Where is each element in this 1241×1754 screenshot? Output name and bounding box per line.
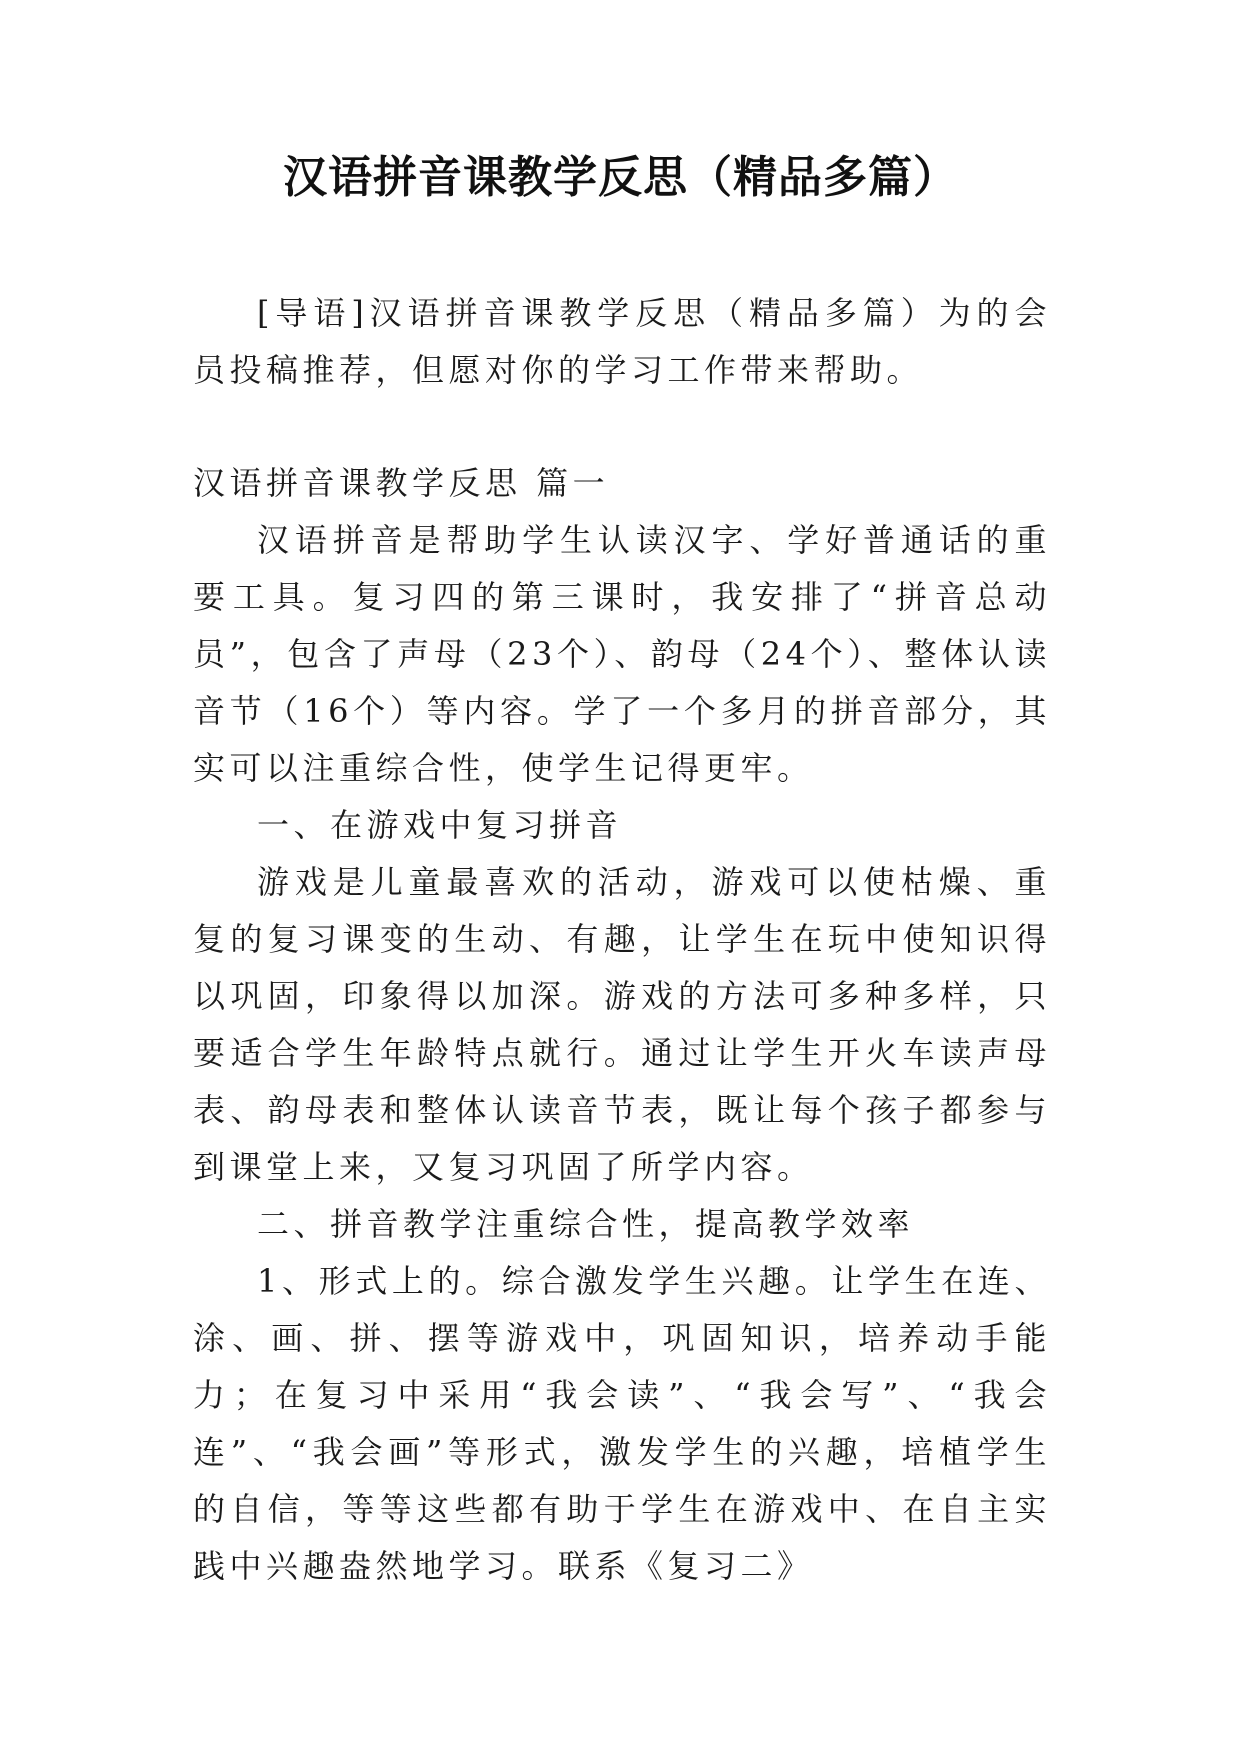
- paragraph-3: 1、形式上的。综合激发学生兴趣。让学生在连、涂、画、拼、摆等游戏中，巩固知识，培养动手能力；在复习中采用“我会读”、“我会写”、“我会连”、“我会画”等形式，激发学生的兴趣，培植学生的自信，等等这些都有助于学生在游戏中、在自主实践中兴趣盎然地学习。联系《复习二》: [193, 1262, 1051, 1585]
- subheading-2: 二、拼音教学注重综合性，提高教学效率: [257, 1205, 915, 1243]
- section-heading: 汉语拼音课教学反思 篇一: [193, 464, 610, 502]
- paragraph-1: 汉语拼音是帮助学生认读汉字、学好普通话的重要工具。复习四的第三课时，我安排了“拼音总动员”，包含了声母（23个）、韵母（24个）、整体认读音节（16个）等内容。学了一个多月的拼音部分，其实可以注重综合性，使学生记得更牢。: [193, 521, 1051, 787]
- document-title: 汉语拼音课教学反思（精品多篇）: [283, 152, 958, 203]
- intro-paragraph: [导语]汉语拼音课教学反思（精品多篇）为的会员投稿推荐，但愿对你的学习工作带来帮助。: [193, 294, 1051, 389]
- paragraph-2: 游戏是儿童最喜欢的活动，游戏可以使枯燥、重复的复习课变的生动、有趣，让学生在玩中使知识得以巩固，印象得以加深。游戏的方法可多种多样，只要适合学生年龄特点就行。通过让学生开火车读声母表、韵母表和整体认读音节表，既让每个孩子都参与到课堂上来，又复习巩固了所学内容。: [193, 863, 1051, 1186]
- subheading-1: 一、在游戏中复习拼音: [257, 806, 623, 844]
- document-body: [193, 285, 1051, 1595]
